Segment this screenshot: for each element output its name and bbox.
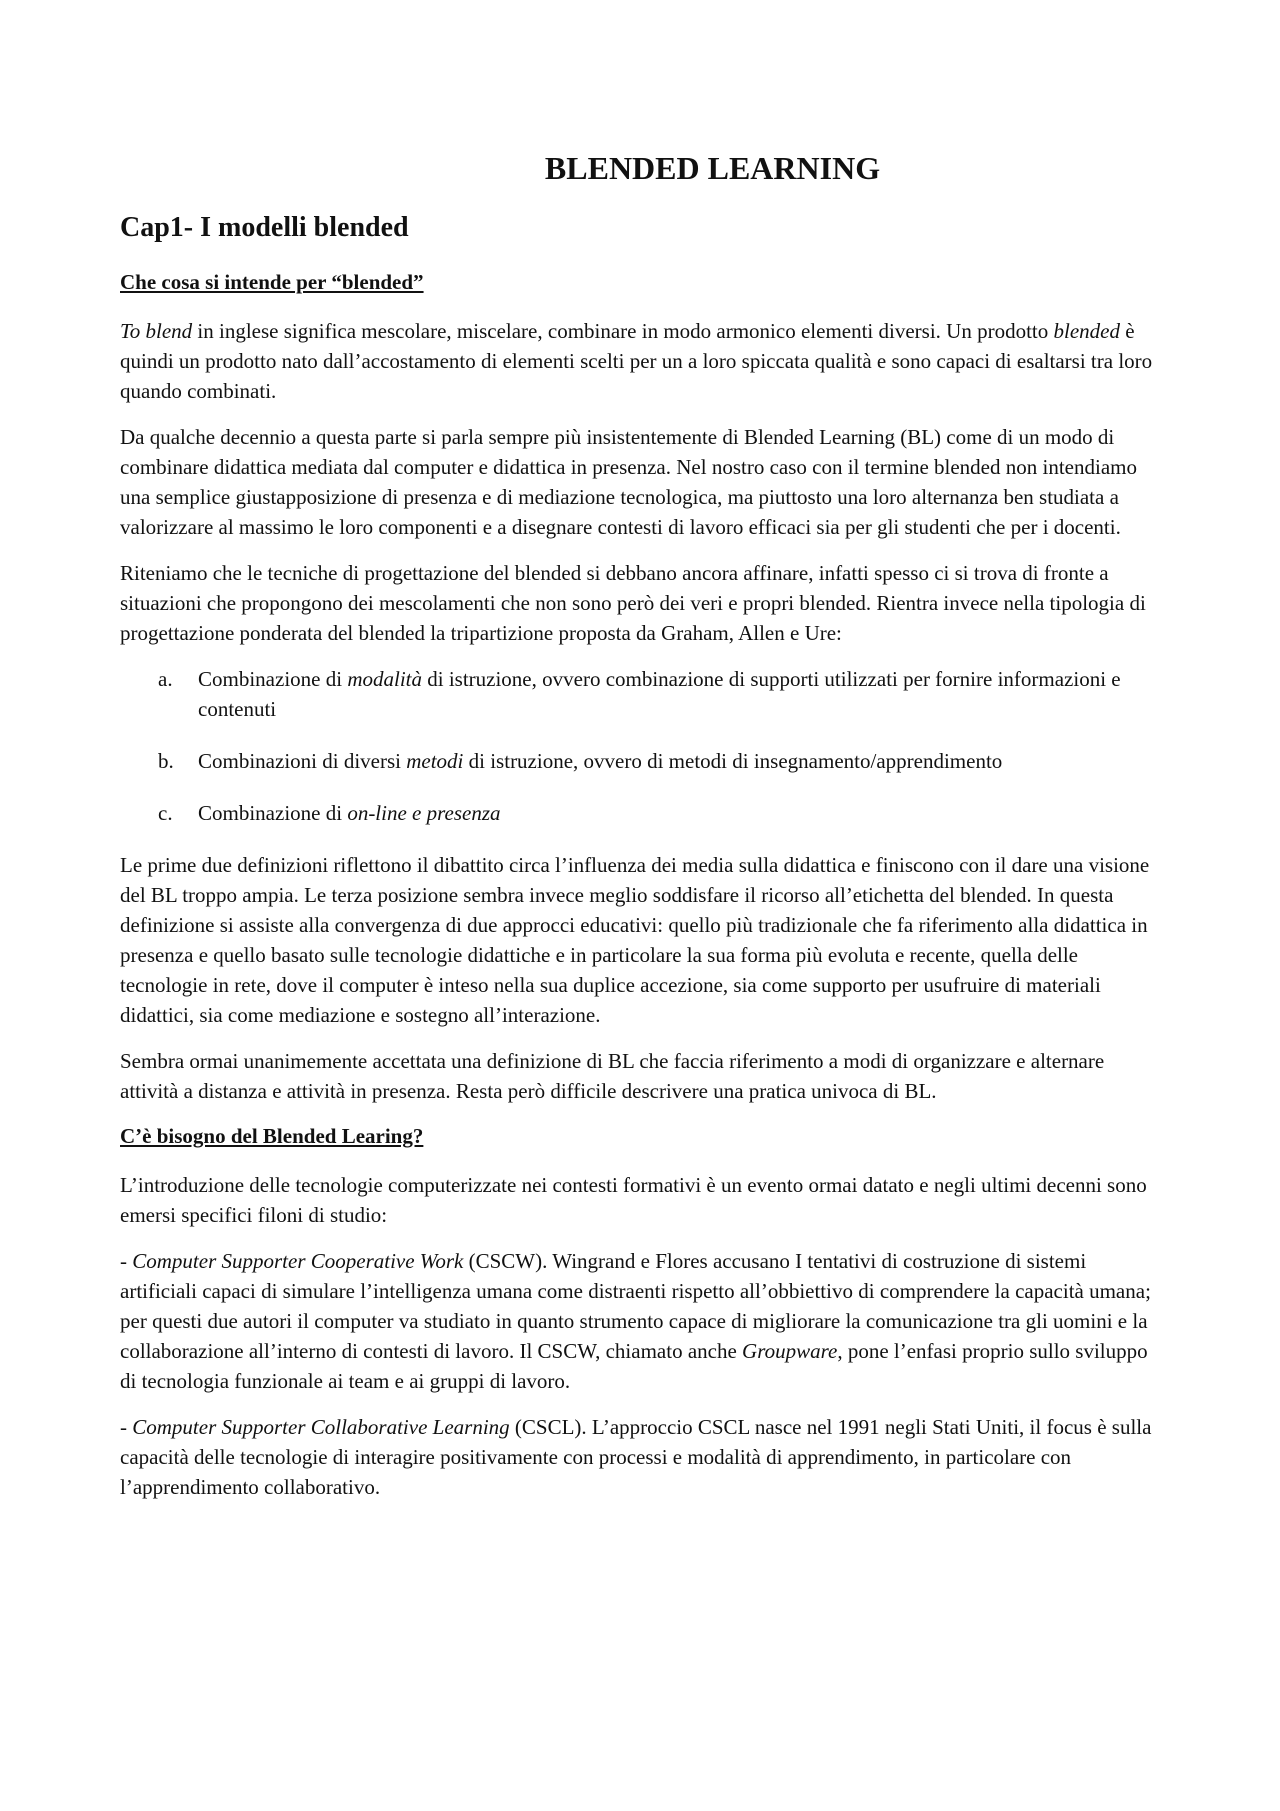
section-heading-blended: Che cosa si intende per “blended” [120, 270, 424, 294]
paragraph-to-blend: To blend in inglese significa mescolare, miscelare, combinare in modo armonico elementi diversi. Un prodotto blended è quindi un prodotto nato dall’accostamento di elementi scelti per un a loro spiccata qualità e sono capaci di esaltarsi tra loro quando combinati. [120, 319, 1153, 403]
term-to-blend: To blend [120, 319, 193, 343]
term-blended: blended [1053, 319, 1120, 343]
tripartition-list [120, 664, 1165, 828]
section-heading-need: C’è bisogno del Blended Learing? [120, 1124, 424, 1148]
document-page [120, 148, 1165, 1518]
paragraph-bl-definition: Da qualche decennio a questa parte si parla sempre più insistentemente di Blended Learning (BL) come di un modo di combinare didattica mediata dal computer e didattica in presenza. Nel nostro caso con il termine blended non intendiamo una semplice giustapposizione di presenza e di mediazione tecnologica, ma piuttosto una loro alternanza ben studiata a valorizzare al massimo le loro componenti e a disegnare contesti di lavoro efficaci sia per gli studenti che per i docenti. [120, 425, 1137, 539]
list-item: a. Combinazione di modalità di istruzione, ovvero combinazione di supporti utilizzati per fornire informazioni e contenuti [158, 667, 1121, 721]
term-cscw: Computer Supporter Cooperative Work [132, 1249, 464, 1273]
paragraph-accepted-definition: Sembra ormai unanimemente accettata una definizione di BL che faccia riferimento a modi di organizzare e alternare attività a distanza e attività in presenza. Resta però difficile descrivere una pratica univoca di BL. [120, 1049, 1105, 1103]
paragraph-cscw: - Computer Supporter Cooperative Work (CSCW). Wingrand e Flores accusano I tentativi di costruzione di sistemi artificiali capaci di simulare l’intelligenza umana come distraenti rispetto all’obbiettivo di comprendere la capacità umana; per questi due autori il computer va studiato in quanto strumento capace di migliorare la comunicazione tra gli uomini e la collaborazione all’interno di contesti di lavoro. Il CSCW, chiamato anche Groupware, pone l’enfasi proprio sullo sviluppo di tecnologia funzionale ai team e ai gruppi di lavoro. [120, 1249, 1151, 1393]
term-cscl: Computer Supporter Collaborative Learning [132, 1415, 510, 1439]
chapter-heading: Cap1- I modelli blended [120, 212, 409, 243]
paragraph-definitions-analysis: Le prime due definizioni riflettono il dibattito circa l’influenza dei media sulla didattica e finiscono con il dare una visione del BL troppo ampia. Le terza posizione sembra invece meglio soddisfare il ricorso all’etichetta del blended. In questa definizione si assiste alla convergenza di due approcci educativi: quello più tradizionale che fa riferimento alla didattica in presenza e quello basato sulle tecnologie didattiche e in particolare la sua forma più evoluta e recente, quella delle tecnologie in rete, dove il computer è inteso nella sua duplice accezione, sia come supporto per usufruire di materiali didattici, sia come mediazione e sostegno all’interazione. [120, 853, 1150, 1027]
document-title: BLENDED LEARNING [544, 150, 881, 186]
paragraph-cscl: - Computer Supporter Collaborative Learning (CSCL). L’approccio CSCL nasce nel 1991 negli Stati Uniti, il focus è sulla capacità delle tecnologie di interagire positivamente con processi e modalità di apprendimento, in particolare con l’apprendimento collaborativo. [120, 1415, 1152, 1499]
paragraph-tripartition: Riteniamo che le tecniche di progettazione del blended si debbano ancora affinare, infatti spesso ci si trova di fronte a situazioni che propongono dei mescolamenti che non sono però dei veri e propri blended. Rientra invece nella tipologia di progettazione ponderata del blended la tripartizione proposta da Graham, Allen e Ure: [120, 561, 1146, 645]
list-item: b. Combinazioni di diversi metodi di istruzione, ovvero di metodi di insegnamento/apprendimento [158, 749, 1003, 773]
list-item: c. Combinazione di on-line e presenza [158, 801, 501, 825]
term-groupware: Groupware [742, 1339, 838, 1363]
paragraph-introduction: L’introduzione delle tecnologie computerizzate nei contesti formativi è un evento ormai datato e negli ultimi decenni sono emersi specifici filoni di studio: [120, 1173, 1147, 1227]
